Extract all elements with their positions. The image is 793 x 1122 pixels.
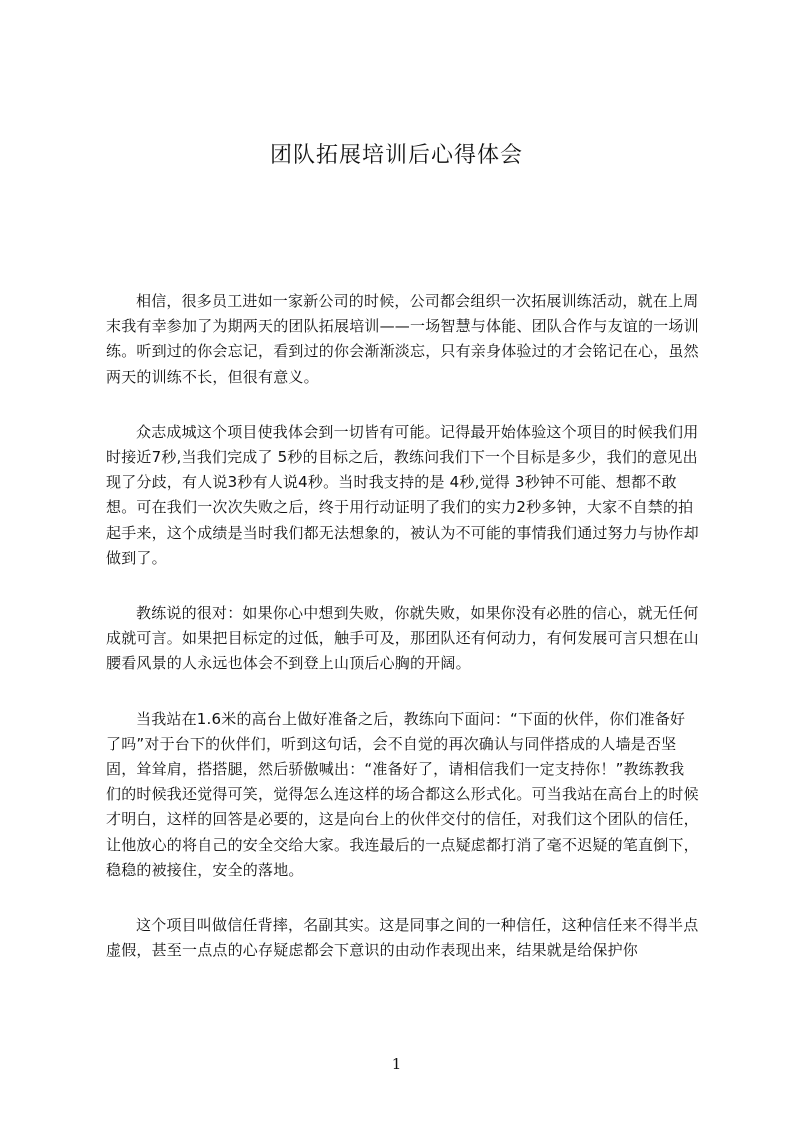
- page-number: 1: [391, 1055, 402, 1073]
- paragraph-2: 众志成城这个项目使我体会到一切皆有可能。记得最开始体验这个项目的时候我们用时接近7秒,当我们完成了 5秒的目标之后，教练问我们下一个目标是多少，我们的意见出现了分歧，有人说3秒有人说4秒。当时我支持的是 4秒,觉得 3秒钟不可能、想都不敢想。可在我们一次次失败之后，终于用行动证明了我们的实力2秒多钟，大家不自禁的拍起手来，这个成绩是当时我们都无法想象的，被认为不可能的事情我们通过努力与协作却做到了。: [106, 422, 699, 567]
- paragraph-5: 这个项目叫做信任背摔，名副其实。这是同事之间的一种信任，这种信任来不得半点虚假，甚至一点点的心存疑虑都会下意识的由动作表现出来，结果就是给保护你: [106, 916, 699, 960]
- paragraph-4: 当我站在1.6米的高台上做好准备之后，教练向下面问：“下面的伙伴，你们准备好了吗”对于台下的伙伴们，听到这句话，会不自觉的再次确认与同伴搭成的人墙是否坚固，耸耸肩，搭搭腿，然后骄傲喊出：“准备好了，请相信我们一定支持你！”教练教我们的时候我还觉得可笑，觉得怎么连这样的场合都这么形式化。可当我站在高台上的时候才明白，这样的回答是必要的，这是向台上的伙伴交付的信任，对我们这个团队的信任，让他放心的将自己的安全交给大家。我连最后的一点疑虑都打消了毫不迟疑的笔直倒下，稳稳的被接住，安全的落地。: [106, 709, 699, 879]
- paragraph-1: 相信，很多员工进如一家新公司的时候，公司都会组织一次拓展训练活动，就在上周末我有幸参加了为期两天的团队拓展培训——一场智慧与体能、团队合作与友谊的一场训练。听到过的你会忘记，看到过的你会渐渐淡忘，只有亲身体验过的才会铭记在心，虽然两天的训练不长，但很有意义。: [106, 292, 699, 386]
- document-body: [106, 289, 699, 993]
- paragraph-3: 教练说的很对：如果你心中想到失败，你就失败，如果你没有必胜的信心，就无任何成就可言。如果把目标定的过低，触手可及，那团队还有何动力，有何发展可言只想在山腰看风景的人永远也体会不到登上山顶后心胸的开阔。: [106, 604, 699, 673]
- document-title: 团队拓展培训后心得体会: [269, 143, 523, 168]
